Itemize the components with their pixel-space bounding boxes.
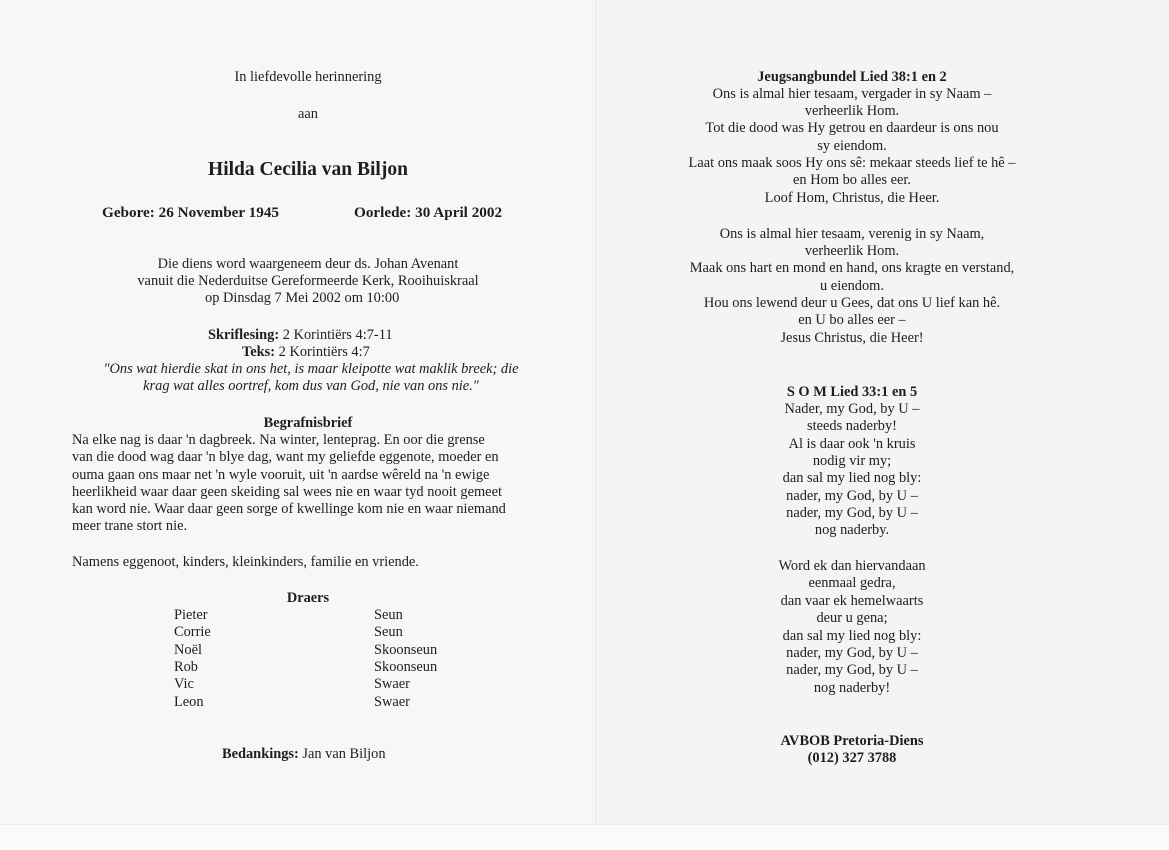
deceased-name: Hilda Cecilia van Biljon	[208, 159, 408, 180]
hymn-line: dan vaar ek hemelwaarts	[780, 593, 924, 609]
letter-line-4: heerlikheid waar daar geen skeiding sal wees nie en waar tyd nooit gemeet	[72, 484, 502, 500]
bearers-heading: Draers	[286, 590, 330, 606]
scan-bottom-edge	[0, 824, 1169, 850]
bearer-relation: Seun	[374, 607, 403, 623]
hymn-line: eenmaal gedra,	[808, 575, 896, 591]
service-line-1: Die diens word waargeneem deur ds. Johan Avenant	[157, 256, 459, 272]
hymn-line: verheerlik Hom.	[804, 243, 900, 259]
letter-line-2: van die dood wag daar 'n blye dag, want my geliefde eggenote, moeder en	[72, 449, 499, 465]
hymn-line: Al is daar ook 'n kruis	[788, 436, 916, 452]
bearer-name: Rob	[174, 659, 198, 675]
sermon-text-label: Teks:	[242, 344, 276, 360]
quote-line-1: "Ons wat hierdie skat in ons het, is maar kleipotte wat maklik breek; die	[103, 361, 519, 377]
bearer-relation: Skoonseun	[374, 642, 438, 658]
birth-date: Gebore: 26 November 1945	[102, 204, 280, 221]
hymn-line: nog naderby!	[813, 680, 891, 696]
undertaker-name: AVBOB Pretoria-Diens	[780, 733, 924, 749]
hymn-line: Nader, my God, by U –	[784, 401, 920, 417]
hymn-line: nog naderby.	[814, 522, 890, 538]
page-fold	[592, 0, 596, 850]
letter-line-5: kan word nie. Waar daar geen sorge of kwellinge kom nie en waar niemand	[72, 501, 506, 517]
scripture-reading-label: Skriflesing:	[208, 327, 280, 343]
bearer-name: Pieter	[174, 607, 208, 623]
thanks-line	[222, 746, 386, 763]
scripture-reading	[208, 327, 393, 344]
bearer-name: Corrie	[174, 624, 211, 640]
hymn-line: nader, my God, by U –	[786, 645, 918, 661]
letter-line-6: meer trane stort nie.	[72, 518, 188, 534]
bearer-relation: Seun	[374, 624, 403, 640]
behalf-line: Namens eggenoot, kinders, kleinkinders, familie en vriende.	[72, 554, 419, 570]
letter-line-1: Na elke nag is daar 'n dagbreek. Na winter, lenteprag. En oor die grense	[72, 432, 485, 448]
thanks-value: Jan van Biljon	[298, 746, 386, 762]
bearer-name: Noël	[174, 642, 202, 658]
hymn2-title: S O M Lied 33:1 en 5	[786, 384, 918, 400]
letter-heading: Begrafnisbrief	[263, 415, 353, 431]
right-page	[594, 0, 1169, 850]
hymn-line: dan sal my lied nog bly:	[782, 628, 922, 644]
hymn-line: nader, my God, by U –	[786, 662, 918, 678]
letter-line-3: ouma gaan ons maar net 'n wyle vooruit, uit 'n aardse wêreld na 'n ewige	[72, 467, 490, 483]
hymn-line: dan sal my lied nog bly:	[782, 470, 922, 486]
bearer-name: Vic	[174, 676, 194, 692]
bearer-relation: Swaer	[374, 676, 410, 692]
hymn-line: en Hom bo alles eer.	[793, 172, 911, 188]
quote-line-2: krag wat alles oortref, kom dus van God, nie van ons nie."	[143, 378, 479, 394]
bearer-relation: Swaer	[374, 694, 410, 710]
hymn-line: Hou ons lewend deur u Gees, dat ons U lief kan hê.	[703, 295, 1001, 311]
hymn-line: nader, my God, by U –	[786, 505, 918, 521]
aan-line: aan	[298, 106, 318, 122]
sermon-text	[242, 344, 370, 361]
service-line-3: op Dinsdag 7 Mei 2002 om 10:00	[205, 290, 400, 306]
hymn-line: Ons is almal hier tesaam, verenig in sy Naam,	[719, 226, 985, 242]
hymn-line: nader, my God, by U –	[786, 488, 918, 504]
hymn-line: steeds naderby!	[807, 418, 897, 434]
hymn-line: Tot die dood was Hy getrou en daardeur is ons nou	[705, 120, 999, 136]
bearer-name: Leon	[174, 694, 204, 710]
bearer-relation: Skoonseun	[374, 659, 438, 675]
undertaker-phone: (012) 327 3788	[807, 750, 897, 766]
hymn-line: deur u gena;	[816, 610, 888, 626]
hymn-line: nodig vir my;	[812, 453, 892, 469]
intro-line: In liefdevolle herinnering	[234, 69, 382, 85]
hymn-line: Jesus Christus, die Heer!	[780, 330, 924, 346]
hymn-line: sy eiendom.	[817, 138, 887, 154]
hymn-line: Loof Hom, Christus, die Heer.	[764, 190, 940, 206]
hymn-line: Word ek dan hiervandaan	[778, 558, 926, 574]
death-date: Oorlede: 30 April 2002	[354, 204, 503, 221]
hymn-line: Laat ons maak soos Hy ons sê: mekaar steeds lief te hê –	[688, 155, 1016, 171]
service-line-2: vanuit die Nederduitse Gereformeerde Kerk, Rooihuiskraal	[137, 273, 479, 289]
hymn-line: verheerlik Hom.	[804, 103, 900, 119]
hymn-line: u eiendom.	[820, 278, 884, 294]
scripture-reading-value: 2 Korintiërs 4:7-11	[279, 327, 393, 343]
hymn1-title: Jeugsangbundel Lied 38:1 en 2	[757, 69, 947, 85]
hymn-line: Maak ons hart en mond en hand, ons kragte en verstand,	[689, 260, 1015, 276]
hymn-line: Ons is almal hier tesaam, vergader in sy Naam –	[712, 86, 992, 102]
thanks-label: Bedankings:	[222, 746, 299, 762]
sermon-text-value: 2 Korintiërs 4:7	[275, 344, 370, 360]
hymn-line: en U bo alles eer –	[798, 312, 906, 328]
